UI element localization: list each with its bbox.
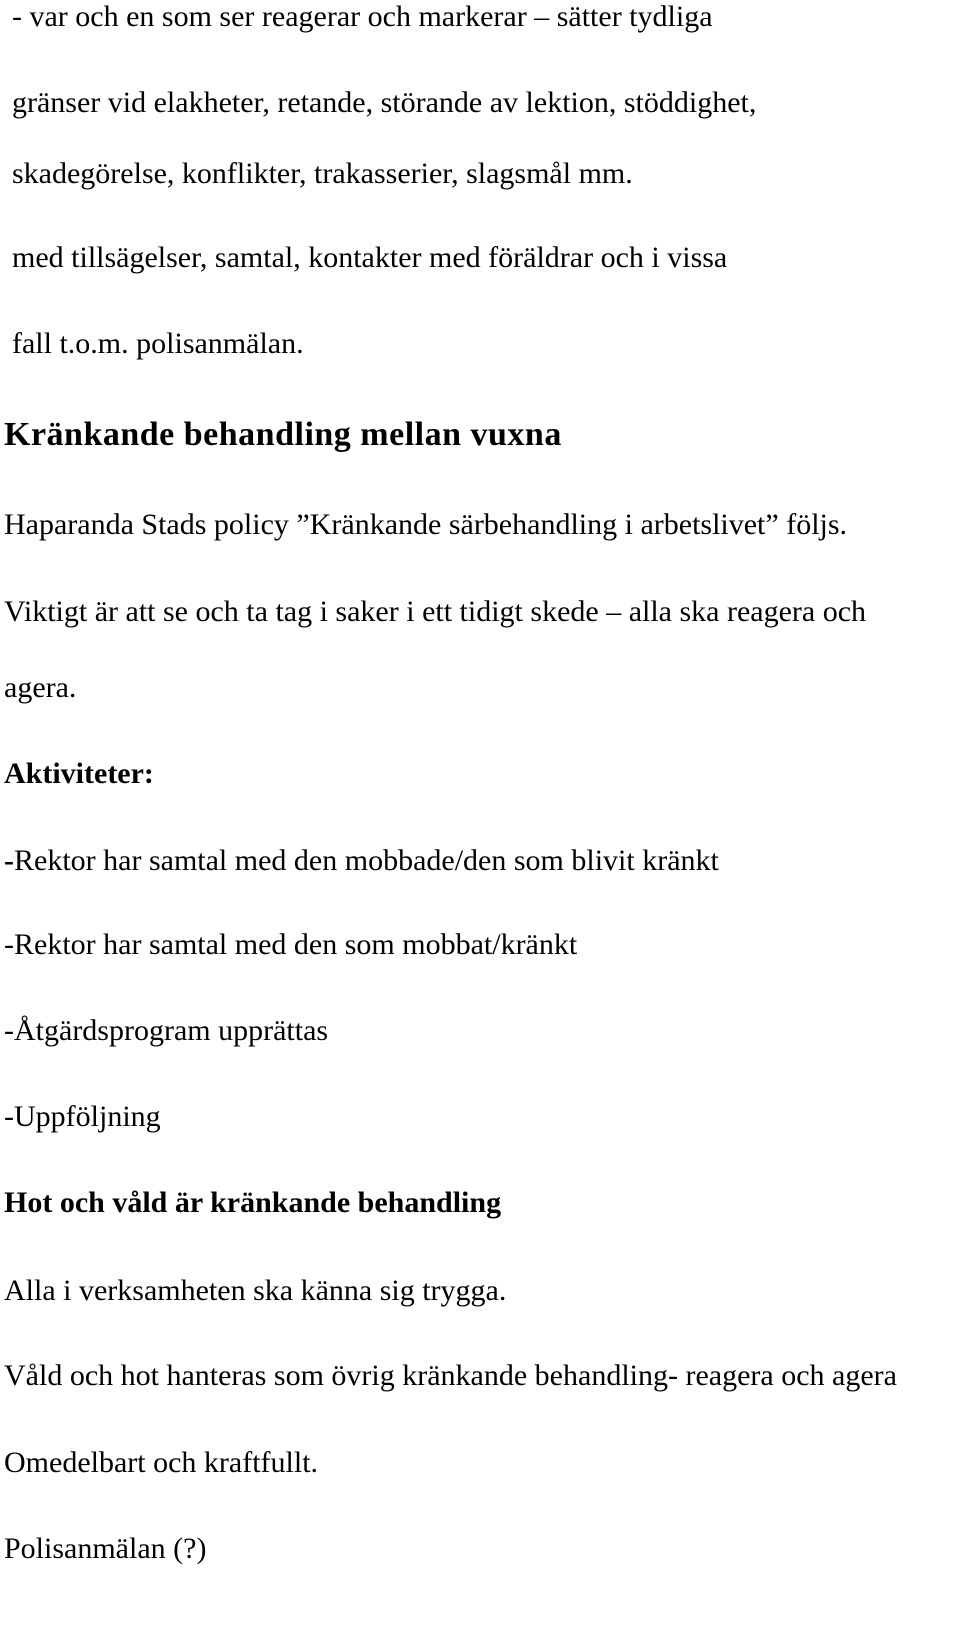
activity-item-4 (4, 1102, 161, 1132)
activity-dash: - (4, 1014, 14, 1047)
intro-line-5: fall t.o.m. polisanmälan. (12, 327, 304, 360)
heading-adults: Kränkande behandling mellan vuxna (4, 416, 562, 453)
activity-item-3 (4, 1016, 328, 1046)
activity-dash: - (4, 928, 14, 961)
heading-violence: Hot och våld är kränkande behandling (4, 1186, 502, 1219)
intro-line-3: skadegörelse, konflikter, trakasserier, slagsmål mm. (12, 157, 633, 190)
violence-paragraph-line-3: Omedelbart och kraftfullt. (4, 1446, 319, 1479)
intro-line-2: gränser vid elakheter, retande, störande av lektion, stöddighet, (12, 86, 757, 119)
activity-text: Åtgärdsprogram upprättas (14, 1014, 329, 1047)
adults-paragraph-line-1: Haparanda Stads policy ”Kränkande särbehandling i arbetslivet” följs. (4, 508, 848, 541)
activity-text: Rektor har samtal med den som mobbat/kränkt (14, 928, 578, 961)
adults-paragraph-line-3: agera. (4, 671, 77, 704)
violence-paragraph-line-1: Alla i verksamheten ska känna sig trygga. (4, 1274, 507, 1307)
activity-dash: - (4, 1100, 14, 1133)
intro-line-1: - var och en som ser reagerar och markerar – sätter tydliga (12, 0, 713, 33)
violence-paragraph-line-4: Polisanmälan (?) (4, 1532, 207, 1565)
heading-activities: Aktiviteter: (4, 757, 154, 790)
activity-item-1 (4, 846, 719, 876)
violence-paragraph-line-2: Våld och hot hanteras som övrig kränkande behandling- reagera och agera (4, 1359, 897, 1392)
activity-text: Uppföljning (14, 1100, 161, 1133)
activity-text: Rektor har samtal med den mobbade/den som blivit kränkt (14, 844, 719, 877)
intro-line-4: med tillsägelser, samtal, kontakter med föräldrar och i vissa (12, 241, 728, 274)
adults-paragraph-line-2: Viktigt är att se och ta tag i saker i ett tidigt skede – alla ska reagera och (4, 595, 867, 628)
activity-item-2 (4, 930, 577, 960)
activity-dash: - (4, 844, 14, 877)
